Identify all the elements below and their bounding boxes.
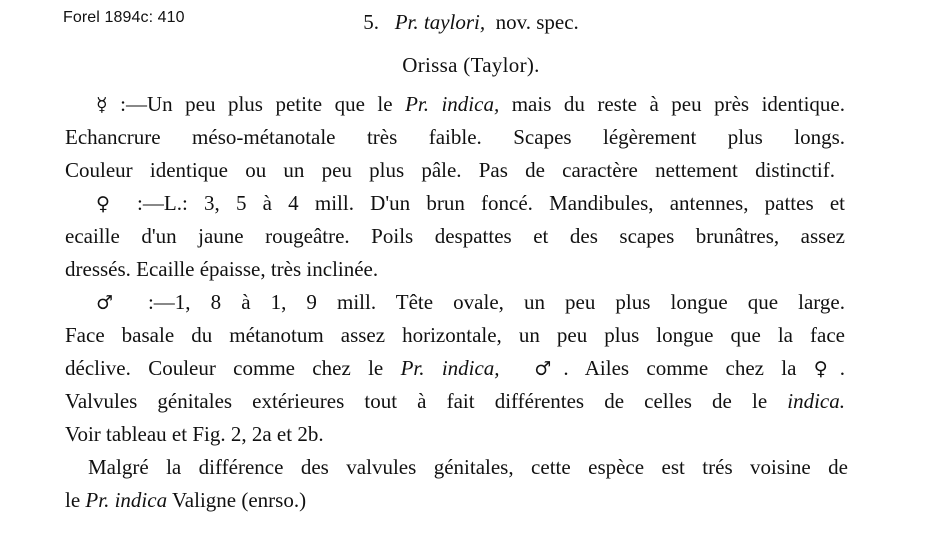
worker-text-b: mais du reste à peu près identique. <box>499 92 845 116</box>
remark-italic: Pr. indica <box>85 488 168 512</box>
male-line3-text-a: déclive. Couleur comme chez le <box>65 356 401 380</box>
male-symbol: ♂ <box>96 292 128 314</box>
male-line-4 <box>65 388 845 414</box>
species-heading <box>0 10 942 35</box>
remark-line-2 <box>65 487 845 513</box>
male-line-2: Face basale du métanotum assez horizontale, un peu plus longue que la face <box>65 323 845 347</box>
locality-heading <box>0 53 942 78</box>
male-line3-text-b: . Ailes comme chez la <box>563 356 814 380</box>
remark-line-1: Malgré la différence des valvules génitales, cette espèce est trés voisine de <box>88 455 848 479</box>
worker-symbol: ☿ <box>96 94 108 116</box>
male-line4-italic: indica. <box>787 389 845 413</box>
citation-label: Forel 1894c: 410 <box>63 9 185 26</box>
worker-italic: Pr. indica, <box>405 92 500 116</box>
male-line3-symbol-male: ♂ <box>534 358 564 380</box>
male-line-5: Voir tableau et Fig. 2, 2a et 2b. <box>65 422 324 446</box>
female-line-1 <box>96 190 845 216</box>
worker-line-2: Echancrure méso-métanotale très faible. Scapes légèrement plus longs. <box>65 125 845 149</box>
female-text: :—L.: 3, 5 à 4 mill. D'un brun foncé. Mandibules, antennes, pattes et <box>120 191 845 215</box>
male-line-1 <box>96 289 845 315</box>
species-name: Pr. taylori, <box>394 10 486 34</box>
worker-text-a: :—Un peu plus petite que le <box>107 92 406 116</box>
male-line3-symbol-female: ♀ <box>813 358 840 380</box>
female-symbol: ♀ <box>96 193 121 215</box>
remark-text-b: Valigne (enrso.) <box>167 488 307 512</box>
species-status: nov. spec. <box>495 10 579 34</box>
male-line3-italic: Pr. indica, <box>400 356 500 380</box>
male-text: :—1, 8 à 1, 9 mill. Tête ovale, un peu plus longue que large. <box>127 290 845 314</box>
male-line-3 <box>65 355 845 381</box>
male-line4-text: Valvules génitales extérieures tout à fait différentes de celles de le <box>65 389 788 413</box>
female-line-3: dressés. Ecaille épaisse, très inclinée. <box>65 257 379 281</box>
female-line-2: ecaille d'un jaune rougeâtre. Poils despattes et des scapes brunâtres, assez <box>65 224 845 248</box>
male-line3-text-c: . <box>839 356 845 380</box>
species-number: 5. <box>363 10 379 34</box>
worker-line-1 <box>96 91 845 117</box>
remark-text-a: le <box>65 488 86 512</box>
worker-line-3: Couleur identique ou un peu plus pâle. Pas de caractère nettement distinctif. <box>65 158 835 182</box>
locality-text: Orissa (Taylor). <box>402 53 540 77</box>
